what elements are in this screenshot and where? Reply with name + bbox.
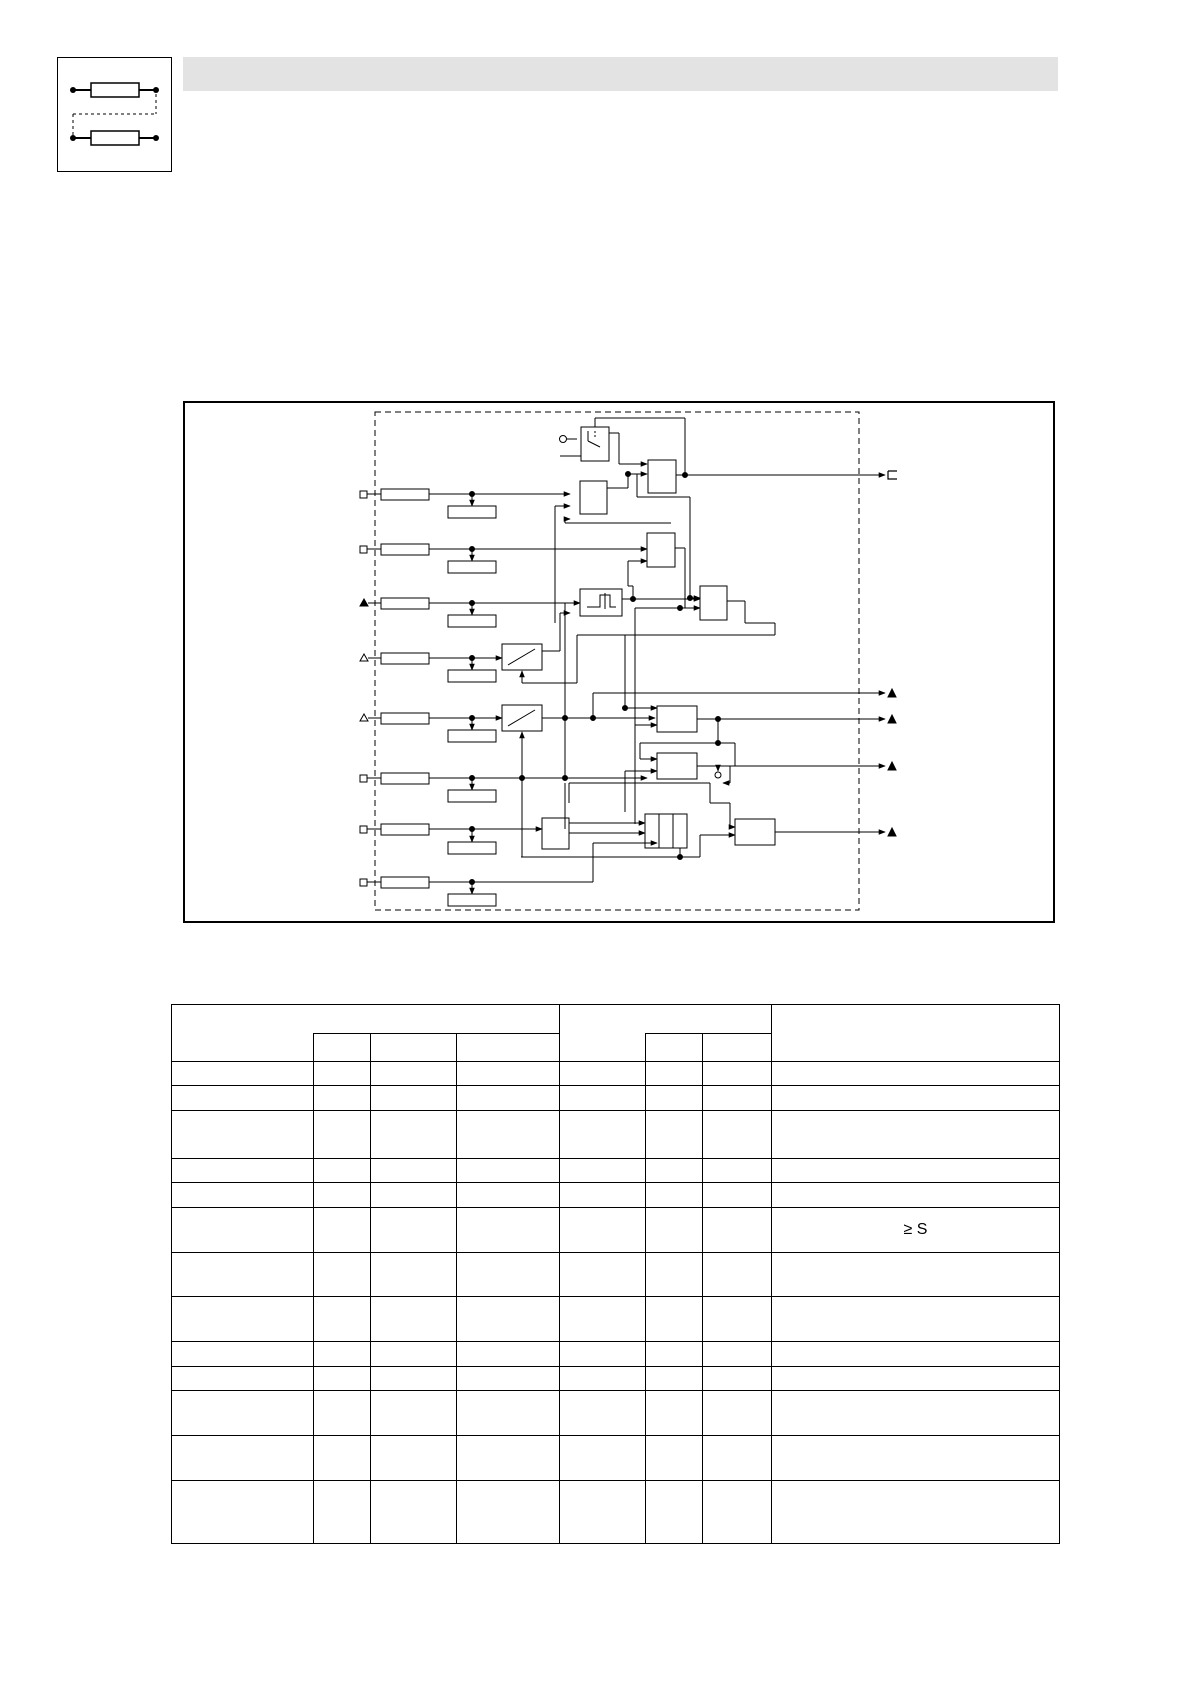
- input-terminal-square: [360, 826, 367, 833]
- input-terminal-square: [360, 879, 367, 886]
- input-terminal-square: [360, 491, 367, 498]
- function-block-boundary: [375, 412, 859, 910]
- input-terminal-square: [360, 775, 367, 782]
- input-row-4: [381, 653, 502, 682]
- input-row-2: [381, 544, 647, 573]
- input-row-6: [381, 773, 647, 802]
- hysteresis-block: [580, 589, 622, 616]
- table-row: [172, 1366, 1060, 1390]
- input-terminal-outline-triangle: [360, 714, 368, 721]
- row-note: ≥ S: [772, 1207, 1060, 1252]
- logic-block-1: [580, 481, 607, 514]
- output-terminal-filled-triangle: [888, 689, 896, 697]
- parameter-table: [171, 1004, 1060, 1544]
- table-row: [172, 1183, 1060, 1207]
- block-diagram-svg: [185, 403, 1053, 921]
- table-row: [172, 1342, 1060, 1366]
- table-row: [172, 1252, 1060, 1297]
- logic-block-5: [657, 753, 697, 779]
- input-terminal-filled-triangle: [360, 599, 368, 606]
- output-terminal-filled-triangle: [888, 828, 896, 836]
- section-title-bar: [183, 57, 1058, 91]
- input-row-1: [381, 489, 570, 518]
- table-row: [172, 1110, 1060, 1158]
- table-row: [172, 1086, 1060, 1110]
- table-row: [172, 1207, 1060, 1252]
- table-row: [172, 1480, 1060, 1543]
- table-row: [172, 1297, 1060, 1342]
- logic-block-3: [700, 586, 727, 620]
- function-block-diagram: [183, 401, 1055, 923]
- logic-block-2: [647, 533, 675, 567]
- output-terminal-bracket: [888, 471, 897, 479]
- table-row: [172, 1062, 1060, 1086]
- input-terminal-square: [360, 546, 367, 553]
- table-header-row-1: [172, 1005, 1060, 1034]
- input-terminal-outline-triangle: [360, 654, 368, 661]
- logic-block-7: [735, 819, 775, 845]
- terminal-resistor-schematic-icon: [57, 57, 172, 172]
- output-terminal-filled-triangle: [888, 762, 896, 770]
- switch-block: [560, 418, 686, 464]
- logic-block-4: [657, 706, 697, 732]
- input-row-3: [381, 598, 580, 627]
- input-row-5: [381, 713, 502, 742]
- input-row-7: [381, 824, 542, 854]
- logic-block-output: [648, 460, 676, 493]
- output-terminal-filled-triangle: [888, 715, 896, 723]
- table-row: [172, 1435, 1060, 1480]
- table-row: [172, 1391, 1060, 1436]
- input-row-8: [381, 843, 657, 906]
- table-row: [172, 1158, 1060, 1182]
